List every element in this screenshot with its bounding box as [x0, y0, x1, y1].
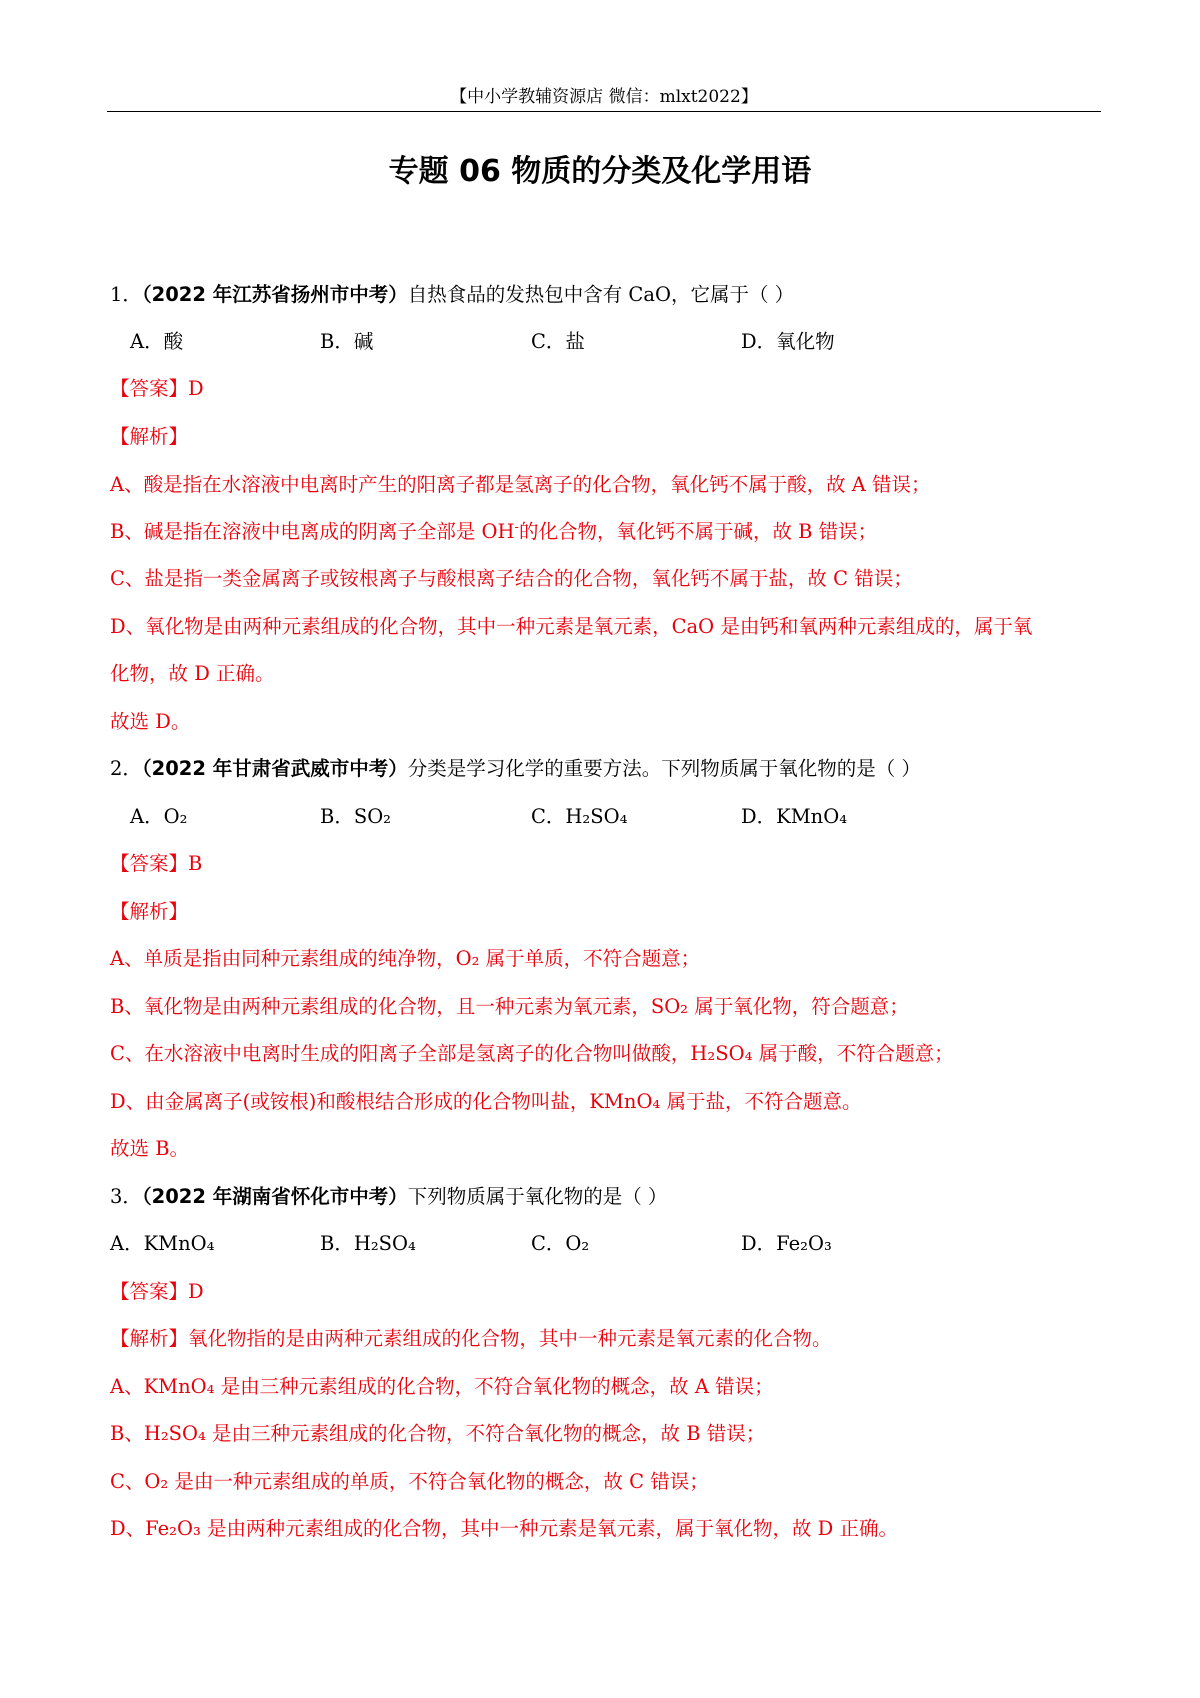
- q3-analysis-a: A、KMnO₄ 是由三种元素组成的化合物，不符合氧化物的概念，故 A 错误；: [110, 1375, 774, 1398]
- analysis-intro-text: 氧化物指的是由两种元素组成的化合物，其中一种元素是氧元素的化合物。: [188, 1327, 832, 1350]
- q3-option-d: D．Fe₂O₃: [741, 1232, 832, 1255]
- q1-answer: [110, 376, 204, 402]
- question-source: （2022 年江苏省扬州市中考）: [141, 283, 408, 306]
- q3-analysis-d: D、Fe₂O₃ 是由两种元素组成的化合物，其中一种元素是氧元素，属于氧化物，故 D 正确。: [110, 1517, 898, 1540]
- q3-option-c: C．O₂: [531, 1232, 590, 1255]
- page-title: 专题 06 物质的分类及化学用语: [388, 154, 812, 189]
- question-text: 下列物质属于氧化物的是（ ）: [407, 1185, 668, 1208]
- header-divider: [107, 111, 1101, 112]
- q3-analysis-b: B、H₂SO₄ 是由三种元素组成的化合物，不符合氧化物的概念，故 B 错误；: [110, 1422, 766, 1445]
- q1-analysis-d-cont: 化物，故 D 正确。: [110, 662, 275, 685]
- question-number: 1．: [110, 283, 142, 306]
- question-source: （2022 年甘肃省武威市中考）: [141, 757, 408, 780]
- q1-conclusion: 故选 D。: [110, 710, 191, 733]
- q1-analysis-label: 【解析】: [110, 425, 189, 448]
- analysis-label: 【解析】: [110, 1327, 189, 1350]
- question-number: 3．: [110, 1185, 142, 1208]
- q2-analysis-a: A、单质是指由同种元素组成的纯净物，O₂ 属于单质，不符合题意；: [110, 947, 701, 970]
- q1-analysis-a: A、酸是指在水溶液中电离时产生的阳离子都是氢离子的化合物，氧化钙不属于酸，故 A 错误；: [110, 473, 931, 496]
- answer-value: B: [188, 852, 203, 875]
- question-source: （2022 年湖南省怀化市中考）: [141, 1185, 408, 1208]
- q2-analysis-label: 【解析】: [110, 900, 189, 923]
- question-number: 2．: [110, 757, 142, 780]
- q3-option-a: A．KMnO₄: [110, 1232, 215, 1255]
- question-text: 自热食品的发热包中含有 CaO，它属于（ ）: [407, 283, 795, 306]
- q2-conclusion: 故选 B。: [110, 1137, 190, 1160]
- q3-answer: [110, 1279, 204, 1305]
- q3-analysis-c: C、O₂ 是由一种元素组成的单质，不符合氧化物的概念，故 C 错误；: [110, 1470, 709, 1493]
- q2-option-a: A．O₂: [130, 805, 188, 828]
- q1-analysis-d: D、氧化物是由两种元素组成的化合物，其中一种元素是氧元素，CaO 是由钙和氧两种元素组成的，属于氧: [110, 615, 1033, 638]
- page-header: 【中小学教辅资源店 微信：mlxt2022】: [450, 87, 758, 107]
- q2-analysis-b: B、氧化物是由两种元素组成的化合物，且一种元素为氧元素，SO₂ 属于氧化物，符合题意；: [110, 995, 909, 1018]
- answer-label: 【答案】: [110, 377, 189, 400]
- question-1-stem: [110, 282, 794, 308]
- q1-option-c: C．盐: [531, 330, 585, 353]
- q1-option-b: B．碱: [320, 330, 374, 353]
- answer-label: 【答案】: [110, 1280, 189, 1303]
- q3-analysis-intro: [110, 1326, 832, 1352]
- question-2-stem: [110, 756, 921, 782]
- q2-analysis-c: C、在水溶液中电离时生成的阳离子全部是氢离子的化合物叫做酸，H₂SO₄ 属于酸，不符合题意；: [110, 1042, 954, 1065]
- q1-option-d: D．氧化物: [741, 330, 835, 353]
- answer-value: D: [188, 1280, 204, 1303]
- q2-option-b: B．SO₂: [320, 805, 391, 828]
- question-text: 分类是学习化学的重要方法。下列物质属于氧化物的是（ ）: [407, 757, 921, 780]
- answer-value: D: [188, 377, 204, 400]
- q2-answer: [110, 851, 202, 877]
- q3-option-b: B．H₂SO₄: [320, 1232, 416, 1255]
- q2-option-c: C．H₂SO₄: [531, 805, 628, 828]
- q1-analysis-c: C、盐是指一类金属离子或铵根离子与酸根离子结合的化合物，氧化钙不属于盐，故 C 错误；: [110, 567, 913, 590]
- answer-label: 【答案】: [110, 852, 189, 875]
- analysis-b-pre: B、碱是指在溶液中电离成的阴离子全部是 OH: [110, 520, 515, 543]
- q1-option-a: A．酸: [130, 330, 184, 353]
- q1-analysis-b: [110, 519, 877, 545]
- analysis-b-post: 的化合物，氧化钙不属于碱，故 B 错误；: [518, 520, 878, 543]
- q2-option-d: D．KMnO₄: [741, 805, 848, 828]
- q2-analysis-d: D、由金属离子(或铵根)和酸根结合形成的化合物叫盐，KMnO₄ 属于盐，不符合题意。: [110, 1090, 862, 1113]
- question-3-stem: [110, 1184, 667, 1210]
- analysis-b-sup: -: [514, 520, 519, 535]
